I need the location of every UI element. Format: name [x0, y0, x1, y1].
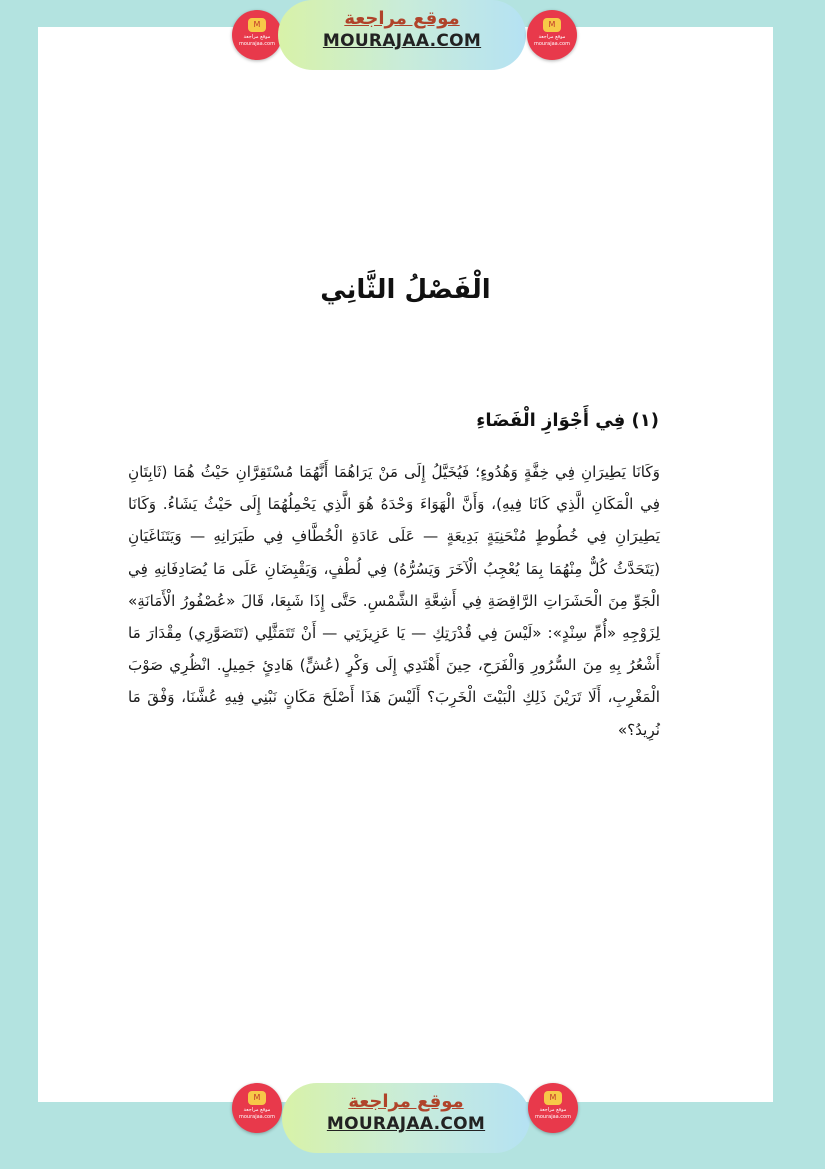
site-name-english[interactable]: MOURAJAA.COM [322, 31, 482, 51]
site-name-link[interactable] [282, 1083, 530, 1153]
section-heading: (١) فِي أَجْوَازِ الْفَضَاءِ [476, 410, 659, 431]
site-logo-left[interactable]: M موقع مراجعة mourajaa.com [232, 10, 282, 60]
chapter-title: الْفَصْلُ الثَّانِي [320, 275, 491, 305]
header-banner [0, 0, 825, 90]
logo-badge-icon: M [543, 18, 561, 32]
site-name-arabic[interactable]: موقع مراجعة [344, 8, 460, 29]
footer-banner [0, 1079, 825, 1169]
section-paragraph: وَكَانَا يَطِيرَانِ فِي خِفَّةٍ وَهُدُوءٍ؛ فَيُخَيَّلُ إِلَى مَنْ يَرَاهُمَا أَنَّهُمَا مُسْتَقِرَّانِ حَيْثُ هُمَا (ثَابِتَانِ فِي الْمَكَانِ الَّذِي كَانَا فِيهِ)، وَأَنَّ الْهَوَاءَ وَحْدَهُ هُوَ الَّذِي يَحْمِلُهُمَا إِلَى حَيْثُ يَشَاءُ. وَكَانَا يَطِيرَانِ فِي خُطُوطٍ مُنْحَنِيَةٍ بَدِيعَةٍ — عَلَى عَادَةِ الْخُطَّافِ فِي طَيَرَانِهِ — وَيَتَنَاغَيَانِ (يَتَحَدَّثُ كُلٌّ مِنْهُمَا بِمَا يُعْجِبُ الْآخَرَ وَيَسُرُّهُ) فِي لُطْفٍ، وَيَقْبِضَانِ عَلَى مَا يُصَادِفَانِهِ فِي الْجَوِّ مِنَ الْحَشَرَاتِ الرَّاقِصَةِ فِي أَشِعَّةِ الشَّمْسِ. حَتَّى إِذَا شَبِعَا، قَالَ «عُصْفُورُ الْأَمَانَةِ» لِزَوْجِهِ «أُمِّ سِنْدٍ»: «لَيْسَ فِي قُدْرَتِكِ — يَا عَزِيزَتِي — أَنْ تَتَمَثَّلِي (تَتَصَوَّرِي) مِقْدَارَ مَا أَشْعُرُ بِهِ مِنَ السُّرُورِ وَالْفَرَحِ، حِينَ أَهْتَدِي إِلَى وَكْرٍ (عُشٍّ) هَادِئٍ جَمِيلٍ. انْظُرِي صَوْبَ الْمَغْرِبِ، أَلَا تَرَيْنَ ذَلِكِ الْبَيْتَ الْخَرِبَ؟ أَلَيْسَ هَذَا أَصْلَحَ مَكَانٍ نَبْنِي فِيهِ عُشَّنَا، وَفْقَ مَا نُرِيدُ؟» [128, 463, 660, 739]
site-logo-right[interactable]: M موقع مراجعة mourajaa.com [527, 10, 577, 60]
site-name-link[interactable] [278, 0, 526, 70]
site-logo-right[interactable]: M موقع مراجعة mourajaa.com [528, 1083, 578, 1133]
site-logo-left[interactable]: M موقع مراجعة mourajaa.com [232, 1083, 282, 1133]
logo-badge-icon: M [544, 1091, 562, 1105]
logo-badge-icon: M [248, 18, 266, 32]
logo-badge-icon: M [248, 1091, 266, 1105]
site-name-arabic[interactable]: موقع مراجعة [348, 1091, 464, 1112]
site-name-english[interactable]: MOURAJAA.COM [326, 1114, 486, 1134]
